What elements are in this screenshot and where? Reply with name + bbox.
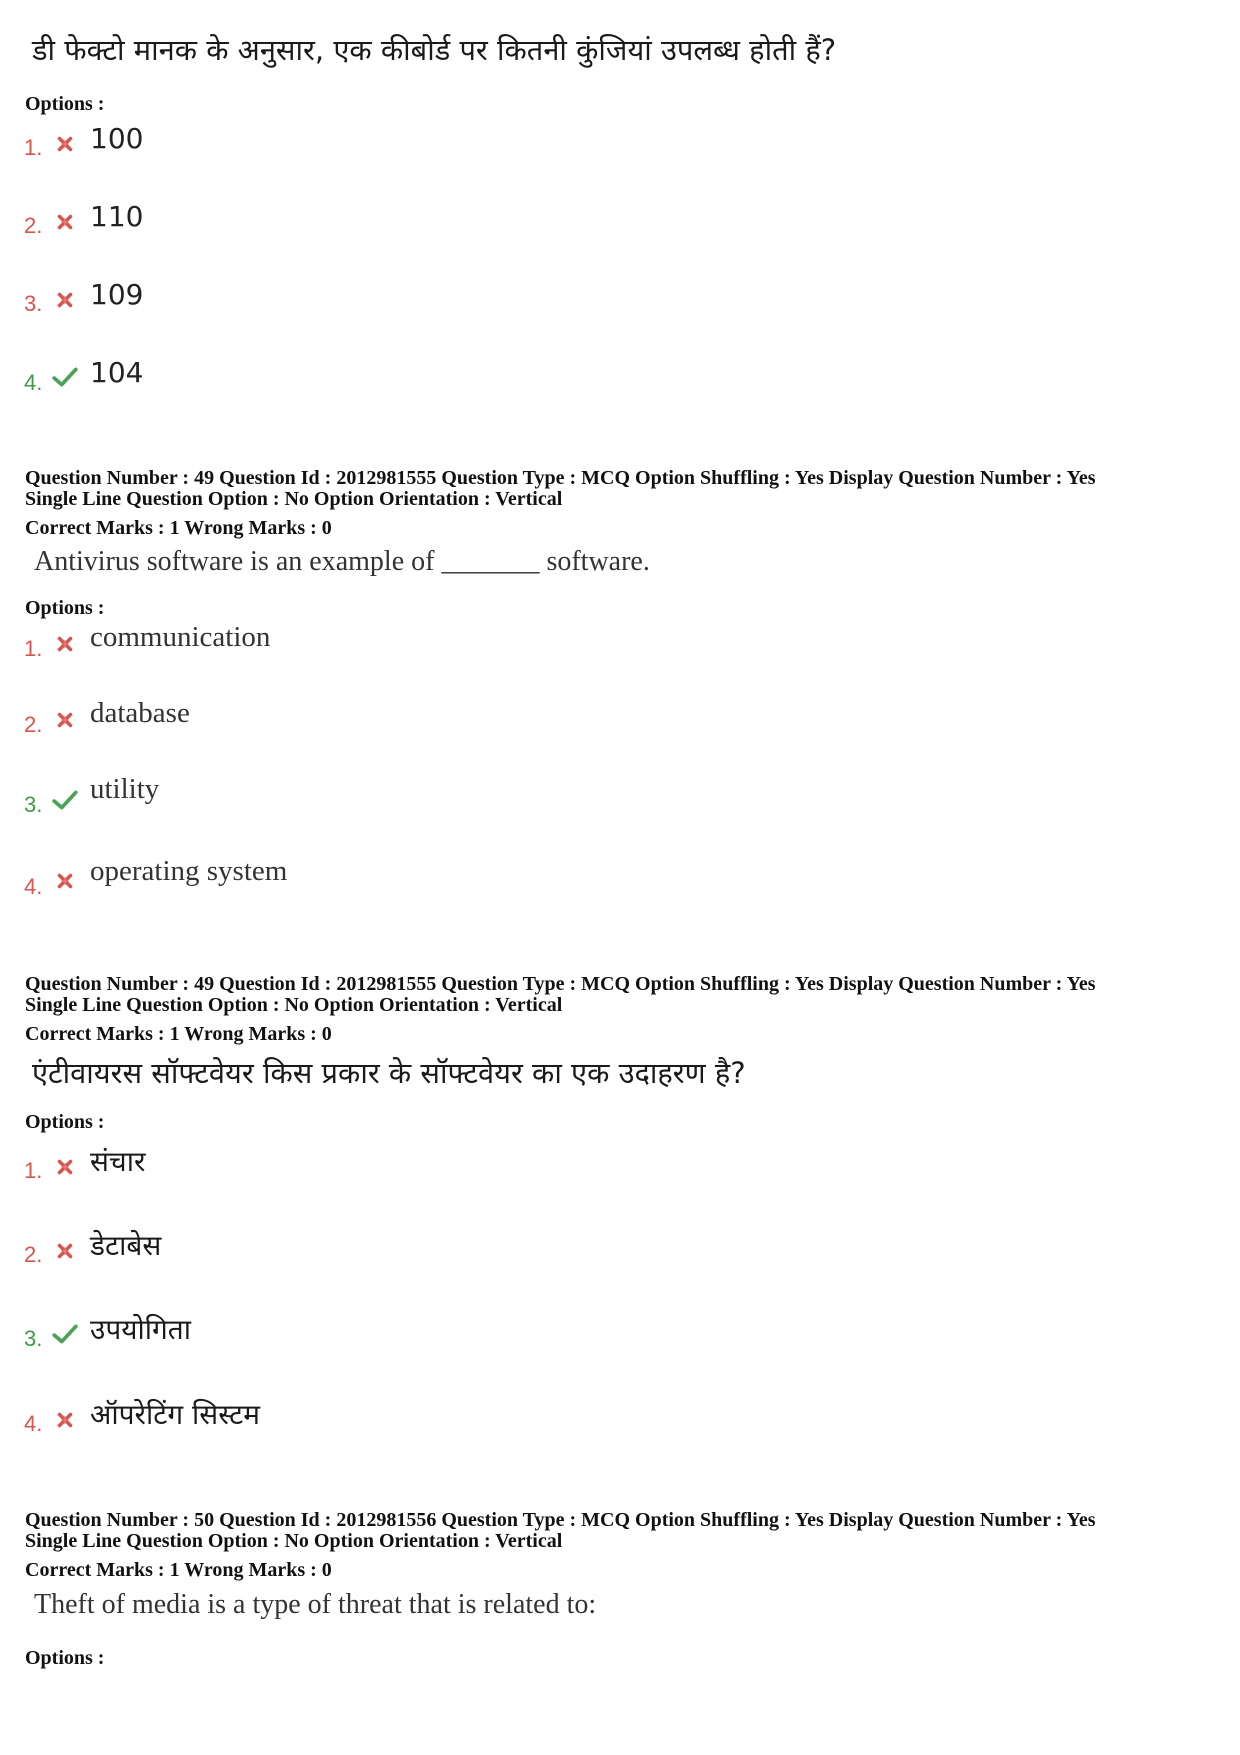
option-number: 4. <box>24 370 43 395</box>
options-label: Options : <box>25 1647 105 1669</box>
question-text: डी फेक्टो मानक के अनुसार, एक कीबोर्ड पर कितनी कुंजियां उपलब्ध होती हैं? <box>32 33 837 67</box>
option-number: 2. <box>24 712 43 737</box>
question-meta-line: Question Number : 50 Question Id : 2012981556 Question Type : MCQ Option Shuffling : Yes Display Question Number : Yes <box>25 1509 1096 1531</box>
question-text: Theft of media is a type of threat that is related to: <box>34 1589 597 1620</box>
option-text: database <box>90 697 190 729</box>
check-icon <box>52 366 78 388</box>
question-meta-line: Single Line Question Option : No Option Orientation : Vertical <box>25 488 563 510</box>
options-label: Options : <box>25 93 105 115</box>
option-number: 2. <box>24 213 43 238</box>
option-text: उपयोगिता <box>90 1313 191 1346</box>
cross-icon <box>54 1409 76 1431</box>
question-meta-line: Single Line Question Option : No Option Orientation : Vertical <box>25 1530 563 1552</box>
question-text: Antivirus software is an example of _______ software. <box>34 546 650 577</box>
cross-icon <box>54 633 76 655</box>
option-text: communication <box>90 621 271 653</box>
option-text: 109 <box>90 278 144 311</box>
cross-icon <box>54 709 76 731</box>
option-number: 1. <box>24 636 43 661</box>
option-number: 3. <box>24 1326 43 1351</box>
option-number: 4. <box>24 874 43 899</box>
option-number: 1. <box>24 1158 43 1183</box>
marks-line: Correct Marks : 1 Wrong Marks : 0 <box>25 517 332 539</box>
cross-icon <box>54 1240 76 1262</box>
check-icon <box>52 789 78 811</box>
option-number: 3. <box>24 291 43 316</box>
cross-icon <box>54 133 76 155</box>
options-label: Options : <box>25 1111 105 1133</box>
cross-icon <box>54 1156 76 1178</box>
question-meta-line: Question Number : 49 Question Id : 2012981555 Question Type : MCQ Option Shuffling : Yes Display Question Number : Yes <box>25 973 1096 995</box>
cross-icon <box>54 289 76 311</box>
question-meta-line: Single Line Question Option : No Option Orientation : Vertical <box>25 994 563 1016</box>
option-number: 3. <box>24 792 43 817</box>
option-text: 100 <box>90 122 144 155</box>
marks-line: Correct Marks : 1 Wrong Marks : 0 <box>25 1559 332 1581</box>
option-number: 2. <box>24 1242 43 1267</box>
option-text: utility <box>90 773 160 805</box>
cross-icon <box>54 211 76 233</box>
check-icon <box>52 1323 78 1345</box>
option-text: संचार <box>90 1145 146 1178</box>
cross-icon <box>54 870 76 892</box>
option-text: 104 <box>90 356 144 389</box>
marks-line: Correct Marks : 1 Wrong Marks : 0 <box>25 1023 332 1045</box>
option-number: 1. <box>24 135 43 160</box>
option-text: ऑपरेटिंग सिस्टम <box>90 1398 260 1431</box>
option-number: 4. <box>24 1411 43 1436</box>
option-text: डेटाबेस <box>90 1229 162 1262</box>
option-text: operating system <box>90 855 288 887</box>
option-text: 110 <box>90 200 144 233</box>
question-text: एंटीवायरस सॉफ्टवेयर किस प्रकार के सॉफ्टवेयर का एक उदाहरण है? <box>32 1056 746 1090</box>
question-meta-line: Question Number : 49 Question Id : 2012981555 Question Type : MCQ Option Shuffling : Yes Display Question Number : Yes <box>25 467 1096 489</box>
options-label: Options : <box>25 597 105 619</box>
